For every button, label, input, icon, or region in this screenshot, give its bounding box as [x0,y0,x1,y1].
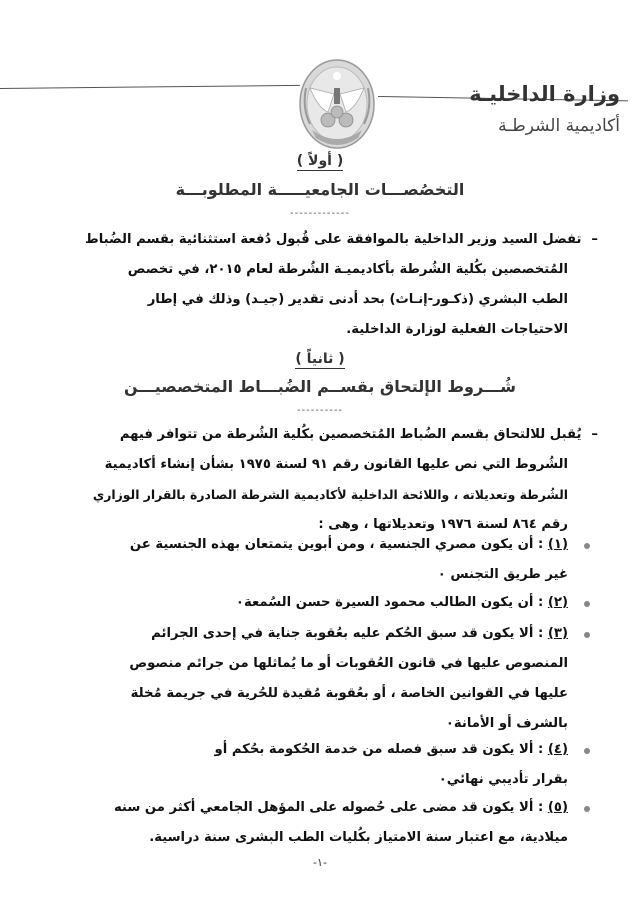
paragraph-dash: – [591,427,598,442]
paragraph-dash: – [591,232,598,247]
paragraph-line: –تفضل السيد وزير الداخلية بالموافقة على قُبول دُفعة استثنائية بقسم الضُباط [85,232,598,247]
paragraph-line: الشُرطة وتعديلاته ، واللائحة الداخلية لأكاديمية الشرطة الصادرة بالقرار الوزاري [92,487,568,502]
item-number: (١) [547,537,568,552]
bullet-icon [584,601,590,607]
police-academy-seal-icon [298,58,376,150]
requirement-item-3: (٣) : ألا يكون قد سبق الحُكم عليه بعُقوبة جناية في إحدى الجرائم المنصوص عليها في قانون العُقوبات أو ما يُماثلها من جرائم منصوص عليها في القوانين الخاصة ، أو بعُقوبة مُقيدة للحُرية في جريمة مُخلة بالشرف أو الأمانة٠ [58,619,568,739]
item-number: (٢) [547,595,568,610]
section1-paragraph [78,225,598,345]
section1-title: التخصُصـــات الجامعيـــــة المطلوبـــة [175,180,465,199]
paragraph-line: المُتخصصين بكُلية الشُرطة بأكاديميـة الشُرطة لعام ٢٠١٥، في تخصص [127,262,568,277]
paragraph-line: الشُروط التي نص عليها القانون رقم ٩١ لسنة ١٩٧٥ بشأن إنشاء أكاديمية [104,457,568,472]
requirement-item-1: (١) : أن يكون مصري الجنسية ، ومن أبوين يتمتعان بهذه الجنسية عن غير طريق التجنس ٠ [58,530,568,590]
section1-separator: ------------- [290,208,350,219]
bullet-icon [584,806,590,812]
item-number: (٣) [547,626,568,641]
section2-paragraph [78,420,598,540]
requirement-item-2: (٢) : أن يكون الطالب محمود السيرة حسن السُمعة٠ [58,588,568,618]
paragraph-line: –يُقبل للالتحاق بقسم الضُباط المُتخصصين بكُلية الشُرطة من تتوافر فيهم [119,427,598,442]
section1-label-text: ( أولاً ) [296,153,344,169]
bullet-icon [584,543,590,549]
page-number: -١- [313,856,327,869]
section2-title: شُـــروط الإلتحاق بقســم الضُبـــاط المتخصصيـــن [123,377,517,396]
item-number: (٥) [547,800,568,815]
section2-label [0,351,640,367]
section2-separator: ---------- [296,405,344,416]
item-number: (٤) [547,742,568,757]
paragraph-line: الاحتياجات الفعلية لوزارة الداخلية. [346,322,568,337]
academy-name: أكاديمية الشرطـة [498,116,620,136]
bullet-icon [584,632,590,638]
paragraph-line: رقم ٨٦٤ لسنة ١٩٧٦ وتعديلاتها ، وهى : [318,517,568,532]
section1-label [0,153,640,169]
section2-label-text: ( ثانياً ) [295,351,345,367]
ministry-name: وزارة الداخليـة [469,82,620,106]
header-rule-left [0,85,300,89]
requirement-item-5: (٥) : ألا يكون قد مضى على حُصوله على المؤهل الجامعي أكثر من سنه ميلادية، مع اعتبار سنة الامتياز بكُليات الطب البشرى سنة دراسية. [58,793,568,853]
requirement-item-4: (٤) : ألا يكون قد سبق فصله من خدمة الحُكومة بحُكم أو بقرار تأديبي نهائي٠ [58,735,568,795]
bullet-icon [584,748,590,754]
paragraph-line: الطب البشري (ذكـور-إنـاث) بحد أدنى تقدير (جيـد) وذلك في إطار [147,292,568,307]
